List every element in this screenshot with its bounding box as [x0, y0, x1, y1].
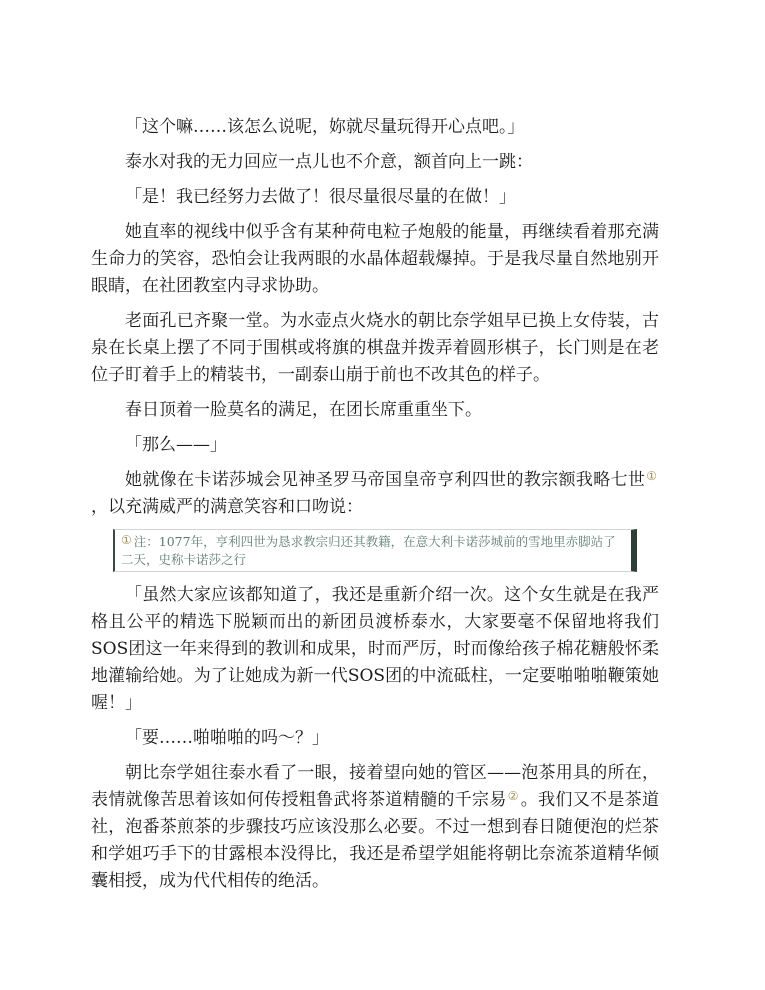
paragraph: 「这个嘛……该怎么说呢，妳就尽量玩得开心点吧。」: [125, 117, 525, 137]
paragraph: 「要……啪啪啪的吗～？」: [125, 728, 329, 748]
footnote-1-link[interactable]: ①: [646, 469, 657, 483]
footnote-text: 注：1077年，亨利四世为恳求教宗归还其教籍，在意大利卡诺莎城前的雪地里赤脚站了二天，史称卡诺莎之行: [121, 534, 616, 567]
paragraph-text: 朝比奈学姐往泰水看了一眼，接着望向她的管区——泡茶用具的所在，表情就像苦思着该如何传授粗鲁武将茶道精髓的千宗易: [91, 763, 659, 810]
paragraph: 她直率的视线中似乎含有某种荷电粒子炮般的能量，再继续看着那充满生命力的笑容，恐怕会让我两眼的水晶体超载爆掉。于是我尽量自然地别开眼睛，在社团教室内寻求协助。: [91, 222, 659, 296]
paragraph: 老面孔已齐聚一堂。为水壶点火烧水的朝比奈学姐早已换上女侍装，古泉在长桌上摆了不同于围棋或将旗的棋盘并拨弄着圆形棋子，长门则是在老位子盯着手上的精装书，一副泰山崩于前也不改其色的样子。: [91, 311, 659, 385]
paragraph-text: ，以充满威严的满意笑容和口吻说：: [91, 497, 363, 517]
paragraph: 「虽然大家应该都知道了，我还是重新介绍一次。这个女生就是在我严格且公平的精选下脱颖而出的新团员渡桥泰水，大家要毫不保留地将我们SOS团这一年来得到的教训和成果，时而严厉，时而像给孩子棉花糖般怀柔地灌输给她。为了让她成为新一代SOS团的中流砥柱，一定要啪啪啪鞭策她喔！」: [91, 585, 659, 713]
paragraph: 泰水对我的无力回应一点儿也不介意，额首向上一跳：: [125, 152, 533, 172]
paragraph-text: 。我们又不是茶道社，泡番茶煎茶的步骤技巧应该没那么必要。不过一想到春日随便泡的烂茶和学姐巧手下的甘露根本没得比，我还是希望学姐能将朝比奈流茶道精华倾囊相授，成为代代相传的绝活。: [91, 790, 660, 891]
footnote-2-link[interactable]: ②: [507, 789, 519, 803]
footnote-mark: ①: [121, 533, 132, 547]
paragraph: 「那么——」: [125, 435, 227, 455]
paragraph-text: 她就像在卡诺莎城会见神圣罗马帝国皇帝亨利四世的教宗额我略七世: [125, 470, 646, 490]
document-page: [91, 114, 659, 903]
paragraph: 「是！我已经努力去做了！很尽量很尽量的在做！」: [125, 187, 516, 207]
paragraph: 春日顶着一脸莫名的满足，在团长席重重坐下。: [125, 400, 482, 420]
paragraph: [91, 467, 659, 521]
paragraph: [91, 760, 659, 895]
footnote-box: [113, 529, 637, 572]
